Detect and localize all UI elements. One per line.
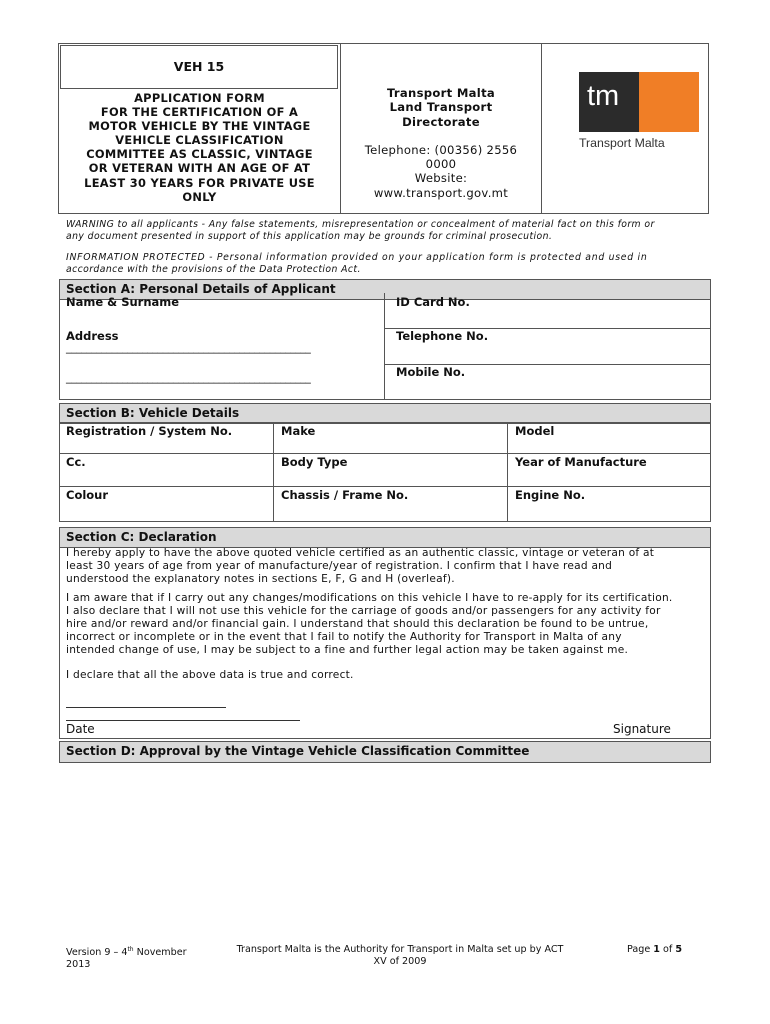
- form-title-line: VEHICLE CLASSIFICATION: [115, 133, 284, 148]
- engine-label: Engine No.: [515, 488, 586, 502]
- footer-version-sup: th: [127, 946, 134, 953]
- org-telephone: 0000: [425, 157, 457, 172]
- info-notice: [66, 252, 706, 276]
- mobile-label: Mobile No.: [396, 365, 466, 379]
- declaration-line: I hereby apply to have the above quoted vehicle certified as an authentic classic, vintage or veteran of at: [66, 547, 655, 559]
- org-telephone: Telephone: (00356) 2556: [364, 142, 518, 157]
- page-of: of: [659, 944, 676, 955]
- declaration-line: understood the explanatory notes in sections E, F, G and H (overleaf).: [66, 573, 455, 585]
- page-total: 5: [675, 944, 683, 955]
- form-code-box: [60, 45, 338, 89]
- form-title-line: MOTOR VEHICLE BY THE VINTAGE: [88, 119, 311, 134]
- footer-version-prefix: Version 9 – 4: [66, 947, 128, 959]
- address-label: Address: [66, 329, 119, 343]
- declaration-paragraph-3: I declare that all the above data is true and correct.: [66, 669, 354, 681]
- make-label: Make: [281, 424, 316, 438]
- cc-label: Cc.: [66, 455, 86, 469]
- page-word: Page: [627, 944, 654, 955]
- header-divider-2: [541, 43, 542, 214]
- telephone-label: Telephone No.: [396, 329, 489, 343]
- registration-label: Registration / System No.: [66, 424, 233, 438]
- warning-notice: [66, 219, 706, 243]
- info-line: accordance with the provisions of the Data Protection Act.: [66, 264, 361, 275]
- warning-line: any document presented in support of this application may be grounds for criminal prosecution.: [66, 231, 553, 242]
- declaration-line: intended change of use, I may be subject to a fine and further legal action may be taken against me.: [66, 644, 629, 656]
- header-divider-1: [340, 43, 341, 214]
- page-current: 1: [653, 944, 660, 955]
- org-name-line: Transport Malta: [386, 86, 496, 100]
- declaration-paragraph-2: [66, 592, 703, 657]
- address-line-2: ________________________________________________: [66, 372, 311, 384]
- footer-version-year: 2013: [66, 959, 91, 971]
- form-title-line: OR VETERAN WITH AN AGE OF AT: [88, 161, 311, 176]
- footer-authority-line: XV of 2009: [373, 956, 427, 967]
- declaration-paragraph-1: [66, 547, 703, 586]
- footer-authority-line: Transport Malta is the Authority for Transport in Malta set up by ACT: [236, 944, 564, 955]
- declaration-line: hire and/or reward and/or financial gain. I understand that should this declaration be found to be untrue,: [66, 618, 649, 630]
- name-surname-label: Name & Surname: [66, 295, 180, 309]
- colour-label: Colour: [66, 488, 109, 502]
- section-a-vdivider: [384, 293, 385, 400]
- section-b-vdivider: [273, 422, 274, 522]
- logo-name: Transport Malta: [579, 136, 665, 150]
- form-title-line: COMMITTEE AS CLASSIC, VINTAGE: [86, 147, 313, 162]
- year-of-manufacture-label: Year of Manufacture: [515, 455, 647, 469]
- info-line: INFORMATION PROTECTED - Personal information provided on your application form is protected and used in: [66, 252, 648, 263]
- form-title: [62, 91, 337, 204]
- section-b-title: Section B: Vehicle Details: [59, 403, 711, 424]
- org-name-line: Land Transport: [389, 100, 493, 115]
- section-d-title: Section D: Approval by the Vintage Vehicle Classification Committee: [59, 741, 711, 763]
- website-label: Website:: [414, 171, 468, 186]
- body-type-label: Body Type: [281, 455, 348, 469]
- form-title-line: ONLY: [182, 189, 217, 204]
- org-name-line: Directorate: [402, 114, 480, 129]
- logo-orange-block: [639, 72, 699, 132]
- declaration-line: least 30 years of age from year of manufacture/year of registration. I confirm that I have read and: [66, 560, 613, 572]
- address-line-1: ________________________________________________: [66, 342, 311, 354]
- website-url: www.transport.gov.mt: [373, 185, 509, 200]
- section-b-hline: [59, 453, 711, 454]
- signature-line: [66, 707, 226, 708]
- footer-version: [66, 944, 187, 971]
- form-title-line: LEAST 30 YEARS FOR PRIVATE USE: [84, 175, 315, 190]
- model-label: Model: [515, 424, 555, 438]
- form-title-line: APPLICATION FORM: [134, 91, 265, 105]
- org-info: [343, 86, 539, 200]
- section-a-title: Section A: Personal Details of Applicant: [59, 279, 711, 300]
- declaration-line: incorrect or incomplete or in the event that I fail to notify the Authority for Transport in Malta of any: [66, 631, 622, 643]
- footer-authority: [214, 944, 586, 968]
- date-line: [66, 720, 300, 721]
- declaration-line: I also declare that I will not use this vehicle for the carriage of goods and/or passengers for any activity for: [66, 605, 661, 617]
- signature-label: Signature: [613, 722, 671, 736]
- date-label: Date: [66, 722, 95, 736]
- declaration-line: I am aware that if I carry out any changes/modifications on this vehicle I have to re-apply for its certification.: [66, 592, 673, 604]
- section-b-vdivider: [507, 422, 508, 522]
- logo-monogram: tm: [587, 80, 620, 112]
- footer-page-number: [627, 944, 682, 955]
- section-b-hline: [59, 486, 711, 487]
- warning-line: WARNING to all applicants - Any false statements, misrepresentation or concealment of material fact on this form or: [66, 219, 655, 230]
- transport-malta-logo: [579, 72, 699, 154]
- footer-version-month: November: [133, 947, 187, 959]
- section-c-title: Section C: Declaration: [59, 527, 711, 548]
- form-title-line: FOR THE CERTIFICATION OF A: [100, 105, 299, 120]
- id-card-label: ID Card No.: [396, 295, 470, 309]
- chassis-label: Chassis / Frame No.: [281, 488, 409, 502]
- form-code: VEH 15: [173, 59, 225, 74]
